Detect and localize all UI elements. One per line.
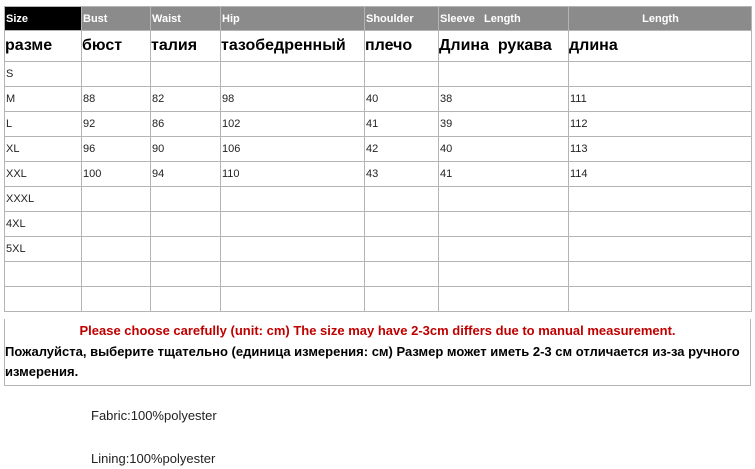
cell-bust bbox=[82, 237, 151, 262]
table-row bbox=[5, 187, 752, 212]
ru-header-shoulder: плечо bbox=[365, 31, 439, 62]
cell-sleeve-length bbox=[439, 187, 569, 212]
cell-sleeve-length: 40 bbox=[439, 137, 569, 162]
notice-english: Please choose carefully (unit: cm) The size may have 2-3cm differs due to manual measurement. bbox=[79, 323, 676, 338]
header-hip: Hip bbox=[221, 7, 365, 31]
header-bust: Bust bbox=[82, 7, 151, 31]
cell-waist: 90 bbox=[151, 137, 221, 162]
cell-hip: 98 bbox=[221, 87, 365, 112]
table-row bbox=[5, 212, 752, 237]
cell-length bbox=[569, 187, 752, 212]
cell-hip bbox=[221, 262, 365, 287]
table-row bbox=[5, 112, 752, 137]
cell-size: XXXL bbox=[5, 187, 82, 212]
cell-shoulder bbox=[365, 62, 439, 87]
cell-length bbox=[569, 262, 752, 287]
cell-sleeve-length bbox=[439, 62, 569, 87]
cell-length bbox=[569, 237, 752, 262]
cell-sleeve-length bbox=[439, 287, 569, 312]
cell-size: 5XL bbox=[5, 237, 82, 262]
table-row bbox=[5, 137, 752, 162]
cell-length: 111 bbox=[569, 87, 752, 112]
cell-bust: 96 bbox=[82, 137, 151, 162]
fabric-info: Fabric:100%polyester bbox=[91, 408, 217, 423]
header-row bbox=[5, 7, 752, 31]
cell-bust bbox=[82, 212, 151, 237]
header-sleeve-length: Sleeve Length bbox=[439, 7, 569, 31]
cell-size: XXL bbox=[5, 162, 82, 187]
cell-length: 113 bbox=[569, 137, 752, 162]
cell-size bbox=[5, 287, 82, 312]
table-row bbox=[5, 262, 752, 287]
cell-waist: 86 bbox=[151, 112, 221, 137]
cell-bust: 100 bbox=[82, 162, 151, 187]
cell-shoulder: 43 bbox=[365, 162, 439, 187]
cell-bust bbox=[82, 287, 151, 312]
cell-shoulder bbox=[365, 237, 439, 262]
notice-russian: Пожалуйста, выберите тщательно (единица измерения: см) Размер может иметь 2-3 см отличается из-за ручного измерения. bbox=[5, 344, 740, 379]
cell-sleeve-length: 39 bbox=[439, 112, 569, 137]
cell-bust bbox=[82, 187, 151, 212]
table-row bbox=[5, 287, 752, 312]
cell-size: S bbox=[5, 62, 82, 87]
lining-info: Lining:100%polyester bbox=[91, 451, 216, 466]
header-length: Length bbox=[569, 7, 752, 31]
russian-header-row bbox=[5, 31, 752, 62]
ru-header-waist: талия bbox=[151, 31, 221, 62]
cell-shoulder bbox=[365, 287, 439, 312]
notice-box bbox=[4, 319, 751, 386]
header-waist: Waist bbox=[151, 7, 221, 31]
cell-hip bbox=[221, 62, 365, 87]
cell-hip bbox=[221, 237, 365, 262]
cell-hip bbox=[221, 287, 365, 312]
cell-shoulder bbox=[365, 262, 439, 287]
table-row bbox=[5, 237, 752, 262]
cell-size: XL bbox=[5, 137, 82, 162]
ru-header-hip: тазобедренный bbox=[221, 31, 365, 62]
cell-hip: 110 bbox=[221, 162, 365, 187]
cell-shoulder bbox=[365, 187, 439, 212]
cell-length bbox=[569, 212, 752, 237]
table-row bbox=[5, 62, 752, 87]
cell-waist bbox=[151, 212, 221, 237]
cell-waist bbox=[151, 62, 221, 87]
ru-header-size: разме bbox=[5, 31, 82, 62]
cell-hip bbox=[221, 212, 365, 237]
cell-bust bbox=[82, 62, 151, 87]
cell-sleeve-length: 38 bbox=[439, 87, 569, 112]
table-row bbox=[5, 162, 752, 187]
cell-sleeve-length bbox=[439, 262, 569, 287]
cell-waist: 82 bbox=[151, 87, 221, 112]
cell-size bbox=[5, 262, 82, 287]
cell-bust bbox=[82, 262, 151, 287]
cell-waist bbox=[151, 287, 221, 312]
cell-hip: 102 bbox=[221, 112, 365, 137]
cell-bust: 88 bbox=[82, 87, 151, 112]
cell-shoulder: 41 bbox=[365, 112, 439, 137]
cell-waist bbox=[151, 187, 221, 212]
cell-waist bbox=[151, 237, 221, 262]
header-shoulder: Shoulder bbox=[365, 7, 439, 31]
ru-header-bust: бюст bbox=[82, 31, 151, 62]
cell-hip bbox=[221, 187, 365, 212]
cell-length: 112 bbox=[569, 112, 752, 137]
cell-hip: 106 bbox=[221, 137, 365, 162]
cell-sleeve-length bbox=[439, 212, 569, 237]
cell-waist bbox=[151, 262, 221, 287]
cell-length bbox=[569, 62, 752, 87]
cell-sleeve-length: 41 bbox=[439, 162, 569, 187]
cell-size: 4XL bbox=[5, 212, 82, 237]
cell-shoulder bbox=[365, 212, 439, 237]
cell-shoulder: 42 bbox=[365, 137, 439, 162]
cell-length bbox=[569, 287, 752, 312]
ru-header-sleeve-length: Длина рукава bbox=[439, 31, 569, 62]
cell-bust: 92 bbox=[82, 112, 151, 137]
header-size: Size bbox=[5, 7, 82, 31]
table-row bbox=[5, 87, 752, 112]
cell-size: L bbox=[5, 112, 82, 137]
cell-sleeve-length bbox=[439, 237, 569, 262]
cell-size: M bbox=[5, 87, 82, 112]
size-chart-table bbox=[4, 6, 752, 312]
cell-shoulder: 40 bbox=[365, 87, 439, 112]
cell-waist: 94 bbox=[151, 162, 221, 187]
ru-header-length: длина bbox=[569, 31, 752, 62]
cell-length: 114 bbox=[569, 162, 752, 187]
